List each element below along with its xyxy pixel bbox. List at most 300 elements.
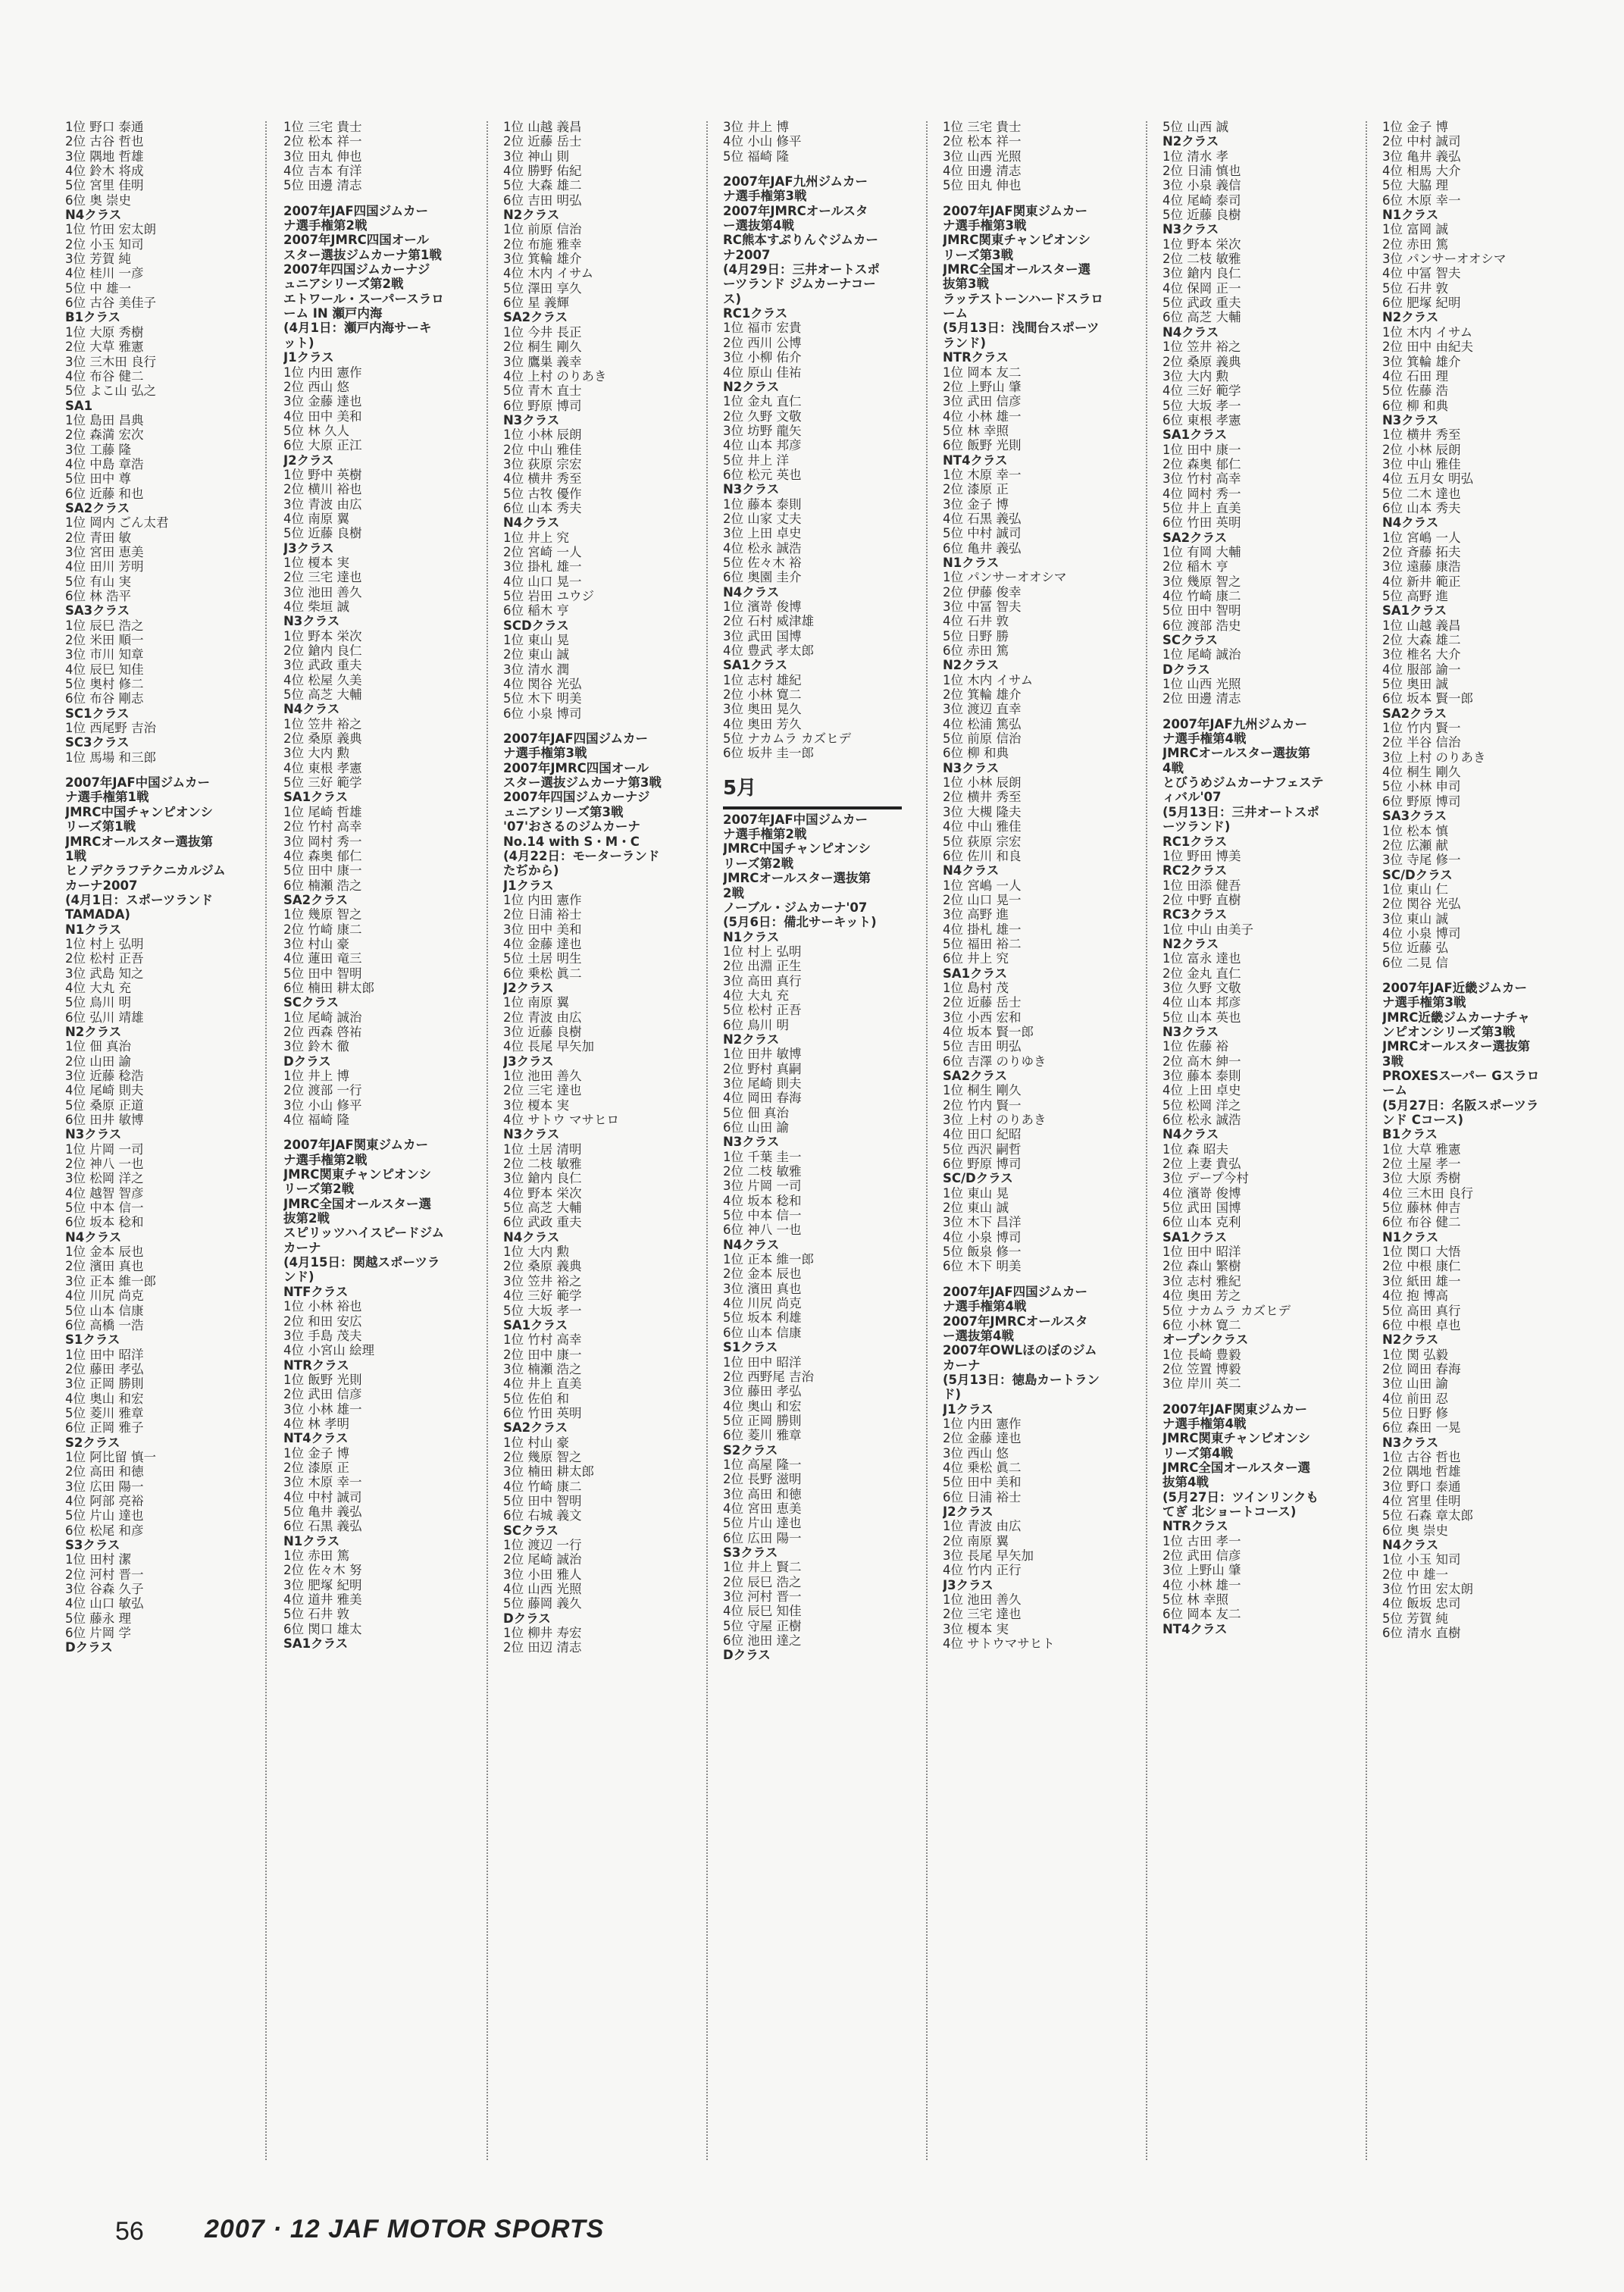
result-entry: 1位 金子 博 [1382, 120, 1448, 134]
result-entry: 5位 高野 進 [1382, 589, 1448, 603]
class-heading: SA1クラス [283, 1636, 349, 1652]
class-heading: JMRC近畿ジムカーナチャ [1382, 1010, 1530, 1025]
result-entry: 1位 尾崎 誠治 [1162, 647, 1241, 662]
result-entry: 6位 竹田 英明 [1162, 515, 1241, 531]
result-entry: 4位 金藤 達也 [503, 936, 582, 951]
result-entry: 5位 二木 達也 [1382, 486, 1461, 501]
result-entry: 1位 田村 潔 [65, 1552, 131, 1567]
result-entry: 2位 高木 紳一 [1162, 1054, 1241, 1069]
result-entry: 3位 高田 真行 [723, 973, 802, 988]
result-entry: 4位 蓮田 竜三 [283, 951, 362, 966]
class-heading: 2007年JMRCオールスタ [943, 1314, 1088, 1329]
class-heading: JMRC中国チャンピオンシ [723, 841, 871, 856]
class-heading: とびうめジムカーナフェステ [1162, 775, 1324, 791]
result-entry: 1位 竹村 高幸 [503, 1332, 582, 1348]
result-entry: 4位 サトウ マサヒロ [503, 1113, 619, 1128]
result-entry: 3位 高田 和徳 [723, 1486, 802, 1501]
result-entry: 4位 南原 翼 [283, 511, 349, 526]
class-heading: (4月29日：三井オートスポ [723, 262, 880, 277]
result-entry: 5位 石森 章太郎 [1382, 1508, 1473, 1523]
result-entry: 1位 金丸 直仁 [723, 394, 802, 409]
result-entry: 6位 坂本 賢一郎 [1382, 691, 1473, 706]
class-heading: ンド) [283, 1270, 314, 1285]
results-column-7 [1382, 120, 1588, 2166]
class-heading: ナ選手権第3戦 [723, 189, 807, 204]
result-entry: 3位 武島 知之 [65, 966, 144, 981]
result-entry: 2位 東山 誠 [503, 647, 569, 662]
class-heading: SC/Dクラス [943, 1171, 1013, 1186]
result-entry: 6位 飯野 光則 [943, 438, 1022, 453]
result-entry: 3位 大内 勲 [1162, 368, 1228, 384]
class-heading: 1戦 [65, 848, 86, 863]
result-entry: 1位 富岡 誠 [1382, 222, 1448, 237]
class-heading: SA3クラス [1382, 809, 1447, 824]
result-entry: 6位 吉田 明弘 [503, 193, 582, 208]
result-entry: 4位 乗松 眞二 [943, 1460, 1022, 1475]
result-entry: 2位 鎗内 良仁 [283, 643, 362, 659]
result-entry: 1位 村上 弘明 [723, 944, 802, 959]
class-heading: リーズ第1戦 [65, 819, 136, 834]
result-entry: 5位 大森 雄二 [503, 178, 582, 193]
result-entry: 4位 横井 秀至 [503, 471, 582, 487]
class-heading: N4クラス [65, 1229, 122, 1245]
class-heading: NTFクラス [283, 1284, 349, 1299]
result-entry: 3位 榎本 実 [503, 1097, 569, 1113]
result-entry: 4位 井上 直美 [503, 1376, 582, 1392]
result-entry: 3位 市川 知章 [65, 647, 144, 662]
class-heading: N4クラス [723, 584, 780, 600]
result-entry: 5位 山本 英也 [1162, 1010, 1241, 1025]
class-heading: Dクラス [503, 1611, 551, 1626]
result-entry: 6位 木原 幸一 [1382, 193, 1461, 208]
result-entry: 5位 土居 明生 [503, 951, 582, 966]
result-entry: 2位 小林 寛二 [723, 687, 802, 703]
result-entry: 1位 柳井 寿宏 [503, 1626, 582, 1641]
class-heading: N1クラス [283, 1533, 340, 1548]
result-entry: 2位 野村 真嗣 [723, 1061, 802, 1076]
result-entry: 3位 楠田 耕太郎 [503, 1464, 594, 1479]
result-entry: 4位 鈴木 将成 [65, 164, 144, 179]
result-entry: 3位 竹田 宏太朗 [1382, 1582, 1473, 1597]
result-entry: 6位 佐川 和良 [943, 848, 1022, 863]
result-entry: 5位 日野 勝 [943, 628, 1009, 643]
result-entry: 3位 木原 幸一 [283, 1475, 362, 1490]
result-entry: 2位 田辺 清志 [503, 1640, 582, 1655]
class-heading: J1クラス [503, 878, 554, 893]
result-entry: 2位 隅地 哲雄 [1382, 1464, 1461, 1479]
class-heading: 3戦 [1382, 1054, 1403, 1069]
column-divider [1146, 121, 1147, 2160]
result-entry: 1位 小林 辰朗 [943, 775, 1022, 791]
result-entry: 1位 三宅 貴士 [943, 120, 1022, 134]
result-entry: 4位 山口 晃一 [503, 574, 582, 589]
results-column-4 [723, 120, 929, 2166]
result-entry: 5位 前原 信治 [943, 731, 1022, 747]
result-entry: 5位 田中 美和 [943, 1475, 1022, 1490]
result-entry: 2位 武田 信彦 [283, 1387, 362, 1402]
result-entry: 3位 荻原 宗宏 [503, 456, 582, 471]
class-heading: JMRCオールスター選抜第 [1162, 746, 1311, 761]
result-entry: 1位 濱嵜 俊博 [723, 600, 802, 614]
result-entry: 4位 小林 雄一 [943, 409, 1022, 424]
result-entry: 2位 斉藤 拓夫 [1382, 544, 1461, 559]
result-entry: 6位 坂井 圭一郎 [723, 746, 814, 761]
result-entry: 6位 野原 博司 [503, 398, 582, 413]
class-heading: RC1クラス [723, 306, 788, 321]
result-entry: 1位 幾原 智之 [283, 907, 362, 922]
result-entry: 6位 片岡 学 [65, 1626, 131, 1641]
result-entry: 3位 東山 誠 [1382, 911, 1448, 926]
result-entry: 6位 森田 一晃 [1382, 1420, 1461, 1436]
class-heading: ィバル'07 [1162, 790, 1222, 805]
result-entry: 2位 高田 和徳 [65, 1464, 144, 1479]
result-entry: 5位 芳賀 純 [1382, 1611, 1448, 1626]
result-entry: 4位 大丸 充 [65, 980, 131, 995]
result-entry: 4位 松浦 篤弘 [943, 716, 1022, 731]
result-entry: 3位 笠井 裕之 [503, 1273, 582, 1288]
results-column-6 [1162, 120, 1369, 2166]
class-heading: ヒノデクラフテクニカルジム [65, 863, 226, 878]
result-entry: 3位 金子 博 [943, 496, 1009, 512]
result-entry: 6位 奥 崇史 [65, 193, 131, 208]
result-entry: 2位 半谷 信治 [1382, 735, 1461, 750]
result-entry: 4位 林 孝明 [283, 1416, 349, 1431]
result-entry: 1位 森 昭夫 [1162, 1141, 1228, 1157]
result-entry: 2位 中 雄一 [1382, 1567, 1448, 1582]
result-entry: 2位 中村 誠司 [1382, 134, 1461, 149]
class-heading: 2007年四国ジムカーナジ [283, 262, 430, 277]
result-entry: 2位 渡部 一行 [283, 1083, 362, 1098]
result-entry: 1位 井上 賢二 [723, 1560, 802, 1575]
result-entry: 2位 長野 滋明 [723, 1472, 802, 1487]
result-entry: 2位 桑原 義典 [1162, 354, 1241, 369]
result-entry: 3位 片岡 一司 [723, 1179, 802, 1194]
class-heading: ナ選手権第1戦 [65, 790, 149, 805]
column-divider [706, 121, 708, 2160]
class-heading: N3クラス [1382, 412, 1439, 427]
result-entry: 2位 森山 繁樹 [1162, 1259, 1241, 1274]
result-entry: 4位 辰巳 知佳 [723, 1604, 802, 1619]
result-entry: 4位 宮里 佳明 [1382, 1493, 1461, 1508]
result-entry: 6位 弘川 靖雄 [65, 1010, 144, 1025]
class-heading: ナ選手権第4戦 [1162, 1416, 1247, 1431]
result-entry: 2位 布施 雅幸 [503, 236, 582, 252]
class-heading: J2クラス [283, 452, 334, 468]
class-heading: ュニアシリーズ第3戦 [503, 804, 624, 819]
result-entry: 2位 赤田 篤 [1382, 236, 1448, 252]
result-entry: 3位 上野山 肇 [1162, 1563, 1241, 1578]
result-entry: 2位 山家 丈夫 [723, 511, 802, 526]
class-heading: SA2クラス [503, 1420, 568, 1436]
result-entry: 6位 山本 秀夫 [1382, 500, 1461, 515]
result-entry: 2位 田中 由紀夫 [1382, 340, 1473, 355]
result-entry: 1位 辰巳 浩之 [65, 618, 144, 633]
class-heading: ラッテストーンハードスラロ [943, 291, 1103, 306]
result-entry: 6位 東根 孝憲 [1162, 412, 1241, 427]
result-entry: 6位 乗松 眞二 [503, 966, 582, 981]
result-entry: 2位 近藤 岳士 [943, 995, 1022, 1010]
result-entry: 1位 古谷 哲也 [1382, 1449, 1461, 1464]
result-entry: 1位 東山 晃 [943, 1185, 1009, 1201]
class-heading: J1クラス [943, 1401, 993, 1417]
result-entry: 4位 東根 孝憲 [283, 760, 362, 775]
result-entry: 1位 山越 義昌 [1382, 618, 1461, 633]
class-heading: N2クラス [1382, 1332, 1439, 1348]
class-heading: 抜第4戦 [1162, 1475, 1209, 1490]
result-entry: 5位 佐々木 裕 [723, 555, 802, 570]
result-entry: 2位 中根 康仁 [1382, 1259, 1461, 1274]
result-entry: 4位 中島 章浩 [65, 456, 144, 471]
class-heading: N4クラス [1382, 1538, 1439, 1552]
class-heading: SA2クラス [1162, 530, 1228, 545]
result-entry: 4位 小山 修平 [723, 134, 802, 149]
result-entry: 3位 小泉 義信 [1162, 178, 1241, 193]
result-entry: 4位 原山 佳祐 [723, 365, 802, 380]
class-heading: N3クラス [723, 1135, 780, 1150]
result-entry: 5位 青木 直士 [503, 384, 582, 399]
class-heading: N3クラス [1382, 1435, 1439, 1450]
class-heading: (4月1日：瀬戸内海サーキ [283, 321, 432, 336]
result-entry: 3位 岡村 秀一 [283, 834, 362, 849]
class-heading: N2クラス [943, 658, 1000, 673]
result-entry: 4位 小泉 博司 [1382, 925, 1461, 941]
result-entry: 4位 山西 光照 [503, 1582, 582, 1597]
result-entry: 2位 竹崎 康二 [283, 922, 362, 937]
result-entry: 3位 亀井 義弘 [1382, 149, 1461, 164]
result-entry: 3位 寺尾 修一 [1382, 853, 1461, 868]
class-heading: (5月27日：名阪スポーツラ [1382, 1097, 1539, 1113]
result-entry: 2位 上野山 肇 [943, 379, 1022, 394]
result-entry: 6位 山本 秀夫 [503, 500, 582, 515]
result-entry: 2位 田中 康一 [503, 1347, 582, 1362]
result-entry: 2位 米田 順一 [65, 633, 144, 648]
section-gap [503, 721, 709, 731]
result-entry: 4位 岡田 春海 [723, 1091, 802, 1106]
result-entry: 3位 上田 卓史 [723, 526, 802, 541]
result-entry: 1位 大原 秀樹 [65, 324, 144, 340]
class-heading: SA1 [65, 398, 93, 413]
class-heading: ンド Cコース) [1382, 1113, 1464, 1128]
result-entry: 5位 藤林 伸吉 [1382, 1201, 1461, 1216]
result-entry: 6位 清水 直樹 [1382, 1626, 1461, 1641]
class-heading: (5月13日：三井オートスポ [1162, 804, 1319, 819]
result-entry: 1位 渡辺 一行 [503, 1538, 582, 1552]
result-entry: 5位 武田 国博 [1162, 1201, 1241, 1216]
result-entry: 3位 渡辺 直幸 [943, 702, 1022, 717]
result-entry: 6位 奥 崇史 [1382, 1523, 1448, 1538]
class-heading: 2007年OWLほのぼのジム [943, 1343, 1097, 1358]
result-entry: 6位 武政 重夫 [503, 1215, 582, 1230]
class-heading: てぎ 北ショートコース) [1162, 1504, 1297, 1519]
result-entry: 5位 松岡 洋之 [1162, 1097, 1241, 1113]
result-entry: 2位 佐々木 努 [283, 1563, 362, 1578]
result-entry: 3位 遠藤 康浩 [1382, 559, 1461, 575]
result-entry: 5位 中本 信一 [723, 1208, 802, 1223]
result-entry: 1位 松本 慎 [1382, 823, 1448, 838]
result-entry: 2位 桑原 義典 [283, 731, 362, 747]
results-column-2 [283, 120, 490, 2166]
class-heading: オープンクラス [1162, 1332, 1249, 1348]
result-entry: 4位 石黒 義弘 [943, 511, 1022, 526]
section-gap [283, 193, 490, 204]
class-heading: No.14 with S・M・C [503, 834, 640, 849]
result-entry: 1位 小玉 知司 [1382, 1552, 1461, 1567]
class-heading: SA2クラス [65, 500, 130, 515]
result-entry: 4位 保岡 正一 [1162, 280, 1241, 296]
section-gap [283, 1127, 490, 1138]
result-entry: 1位 島村 茂 [943, 980, 1009, 995]
result-entry: 1位 木原 幸一 [943, 467, 1022, 482]
class-heading: N3クラス [503, 1127, 560, 1142]
result-entry: 4位 福崎 隆 [283, 1113, 349, 1128]
result-entry: 3位 松岡 洋之 [65, 1171, 144, 1186]
result-entry: 2位 金丸 直仁 [1162, 966, 1241, 981]
class-heading: S3クラス [723, 1545, 778, 1560]
result-entry: 6位 赤田 篤 [943, 643, 1009, 659]
class-heading: (5月13日：浅間台スポーツ [943, 321, 1100, 336]
class-heading: 2007年JMRC四国オール [503, 760, 649, 775]
result-entry: 2位 横川 裕也 [283, 482, 362, 497]
result-entry: 3位 村山 豪 [283, 936, 349, 951]
result-entry: 1位 小林 辰朗 [503, 427, 582, 443]
result-entry: 3位 宮田 恵美 [65, 544, 144, 559]
class-heading: N2クラス [503, 208, 560, 223]
result-entry: 3位 井上 博 [723, 120, 789, 134]
result-entry: 1位 小林 裕也 [283, 1299, 362, 1314]
result-entry: 2位 金本 辰也 [723, 1267, 802, 1282]
result-entry: 3位 谷森 久子 [65, 1582, 144, 1597]
result-entry: 2位 和田 安広 [283, 1314, 362, 1329]
result-entry: 3位 工藤 隆 [65, 442, 131, 457]
result-entry: 3位 掛札 雄一 [503, 559, 582, 575]
class-heading: SA2クラス [503, 310, 568, 325]
results-column-5 [943, 120, 1149, 2166]
result-entry: 1位 高屋 隆一 [723, 1457, 802, 1472]
result-entry: 4位 布谷 健二 [65, 368, 144, 384]
class-heading: JMRC関東チャンピオンシ [943, 233, 1090, 248]
result-entry: 2位 南原 翼 [943, 1533, 1009, 1548]
class-heading: JMRCオールスター選抜第 [65, 834, 214, 849]
class-heading: S2クラス [723, 1442, 778, 1458]
result-entry: 5位 田中 尊 [65, 471, 131, 487]
result-entry: 1位 佃 真治 [65, 1039, 131, 1054]
result-entry: 2位 松村 正吾 [65, 951, 144, 966]
result-entry: 3位 田中 美和 [503, 922, 582, 937]
result-entry: 1位 田中 康一 [1162, 442, 1241, 457]
class-heading: 抜第2戦 [283, 1211, 330, 1226]
result-entry: 4位 吉本 有洋 [283, 164, 362, 179]
class-heading: Dクラス [723, 1648, 771, 1663]
class-heading: 2007年JAF関東ジムカー [1162, 1401, 1307, 1417]
result-entry: 6位 松尾 和彦 [65, 1523, 144, 1538]
class-heading: J1クラス [283, 350, 334, 365]
class-heading: N3クラス [503, 412, 560, 427]
result-entry: 4位 服部 諭一 [1382, 662, 1461, 677]
class-heading: 2007年JMRCオールスタ [723, 203, 868, 218]
class-heading: ナ選手権第2戦 [283, 1152, 368, 1167]
result-entry: 4位 新井 範正 [1382, 574, 1461, 589]
class-heading: (5月13日：徳島カートラン [943, 1372, 1100, 1387]
class-heading: Dクラス [283, 1054, 331, 1069]
result-entry: 6位 野原 博司 [1382, 794, 1461, 809]
result-entry: 1位 長崎 豊毅 [1162, 1347, 1241, 1362]
class-heading: N3クラス [1162, 1024, 1219, 1039]
class-heading: NTRクラス [283, 1357, 349, 1373]
result-entry: 3位 岸川 英二 [1162, 1376, 1241, 1392]
class-heading: 4戦 [1162, 760, 1184, 775]
class-heading: スター選抜ジムカーナ第3戦 [503, 775, 662, 791]
result-entry: 2位 河村 晋一 [65, 1567, 144, 1582]
class-heading: ーム [1382, 1083, 1407, 1098]
class-heading: SA3クラス [65, 603, 130, 618]
result-entry: 3位 竹村 高幸 [1162, 471, 1241, 487]
class-heading: カーナ [283, 1240, 321, 1255]
result-entry: 1位 山西 光照 [1162, 677, 1241, 692]
result-entry: 6位 小泉 博司 [503, 706, 582, 721]
result-entry: 5位 田中 智明 [283, 966, 362, 981]
result-entry: 6位 松元 英也 [723, 467, 802, 482]
class-heading: リーズ第2戦 [283, 1182, 355, 1197]
result-entry: 3位 大原 秀樹 [1382, 1171, 1461, 1186]
section-gap [943, 1274, 1149, 1285]
result-entry: 2位 伊藤 俊幸 [943, 584, 1022, 600]
result-entry: 4位 飯坂 忠司 [1382, 1596, 1461, 1611]
result-entry: 3位 久野 文敬 [1162, 980, 1241, 995]
result-entry: 1位 土居 清明 [503, 1141, 582, 1157]
result-entry: 1位 野本 栄次 [283, 628, 362, 643]
result-entry: 6位 布谷 剛志 [65, 691, 144, 706]
class-heading: NT4クラス [943, 452, 1008, 468]
class-heading: N3クラス [65, 1127, 122, 1142]
class-heading: 2007年JAF四国ジムカー [503, 731, 648, 747]
result-entry: 3位 藤本 泰則 [1162, 1069, 1241, 1083]
result-entry: 5位 高芝 大輔 [503, 1201, 582, 1216]
class-heading: 2戦 [723, 885, 744, 900]
class-heading: N1クラス [1382, 1229, 1439, 1245]
class-heading: 2007年JAF関東ジムカー [943, 203, 1087, 218]
result-entry: 5位 佐伯 和 [503, 1391, 569, 1406]
class-heading: (4月22日：モーターランド [503, 848, 660, 863]
result-entry: 2位 田邊 清志 [1162, 691, 1241, 706]
class-heading: ナ選手権第4戦 [943, 1299, 1027, 1314]
class-heading: SA1クラス [723, 658, 788, 673]
class-heading: N3クラス [283, 614, 340, 629]
result-entry: 1位 古田 孝一 [1162, 1533, 1241, 1548]
result-entry: 3位 パンサーオオシマ [1382, 252, 1507, 267]
class-heading: ンピオンシリーズ第3戦 [1382, 1024, 1516, 1039]
result-entry: 4位 竹内 正行 [943, 1563, 1022, 1578]
result-entry: 1位 竹内 賢一 [1382, 721, 1461, 736]
result-entry: 6位 稲木 亨 [503, 603, 569, 618]
result-entry: 2位 西山 悠 [283, 379, 349, 394]
result-entry: 3位 鎗内 良仁 [1162, 266, 1241, 281]
result-entry: 1位 榎本 実 [283, 555, 349, 570]
result-entry: 4位 竹崎 康二 [503, 1479, 582, 1494]
class-heading: PROXESスーパー Gスラロ [1382, 1069, 1540, 1083]
result-entry: 3位 小林 雄一 [283, 1401, 362, 1417]
result-entry: 6位 野原 博司 [943, 1157, 1022, 1172]
result-entry: 2位 石村 威津雄 [723, 614, 814, 629]
result-entry: 3位 楠瀬 浩之 [503, 1361, 582, 1376]
class-heading: JMRC全国オールスター選 [1162, 1460, 1311, 1475]
result-entry: 4位 尾崎 則夫 [65, 1083, 144, 1098]
result-entry: 1位 清水 孝 [1162, 149, 1228, 164]
class-heading: 2007年JAF中国ジムカー [65, 775, 210, 791]
result-entry: 2位 竹内 賢一 [943, 1097, 1022, 1113]
result-entry: 3位 武田 信彦 [943, 394, 1022, 409]
result-entry: 6位 星 義輝 [503, 296, 569, 311]
class-heading: ナ選手権第2戦 [283, 218, 368, 233]
